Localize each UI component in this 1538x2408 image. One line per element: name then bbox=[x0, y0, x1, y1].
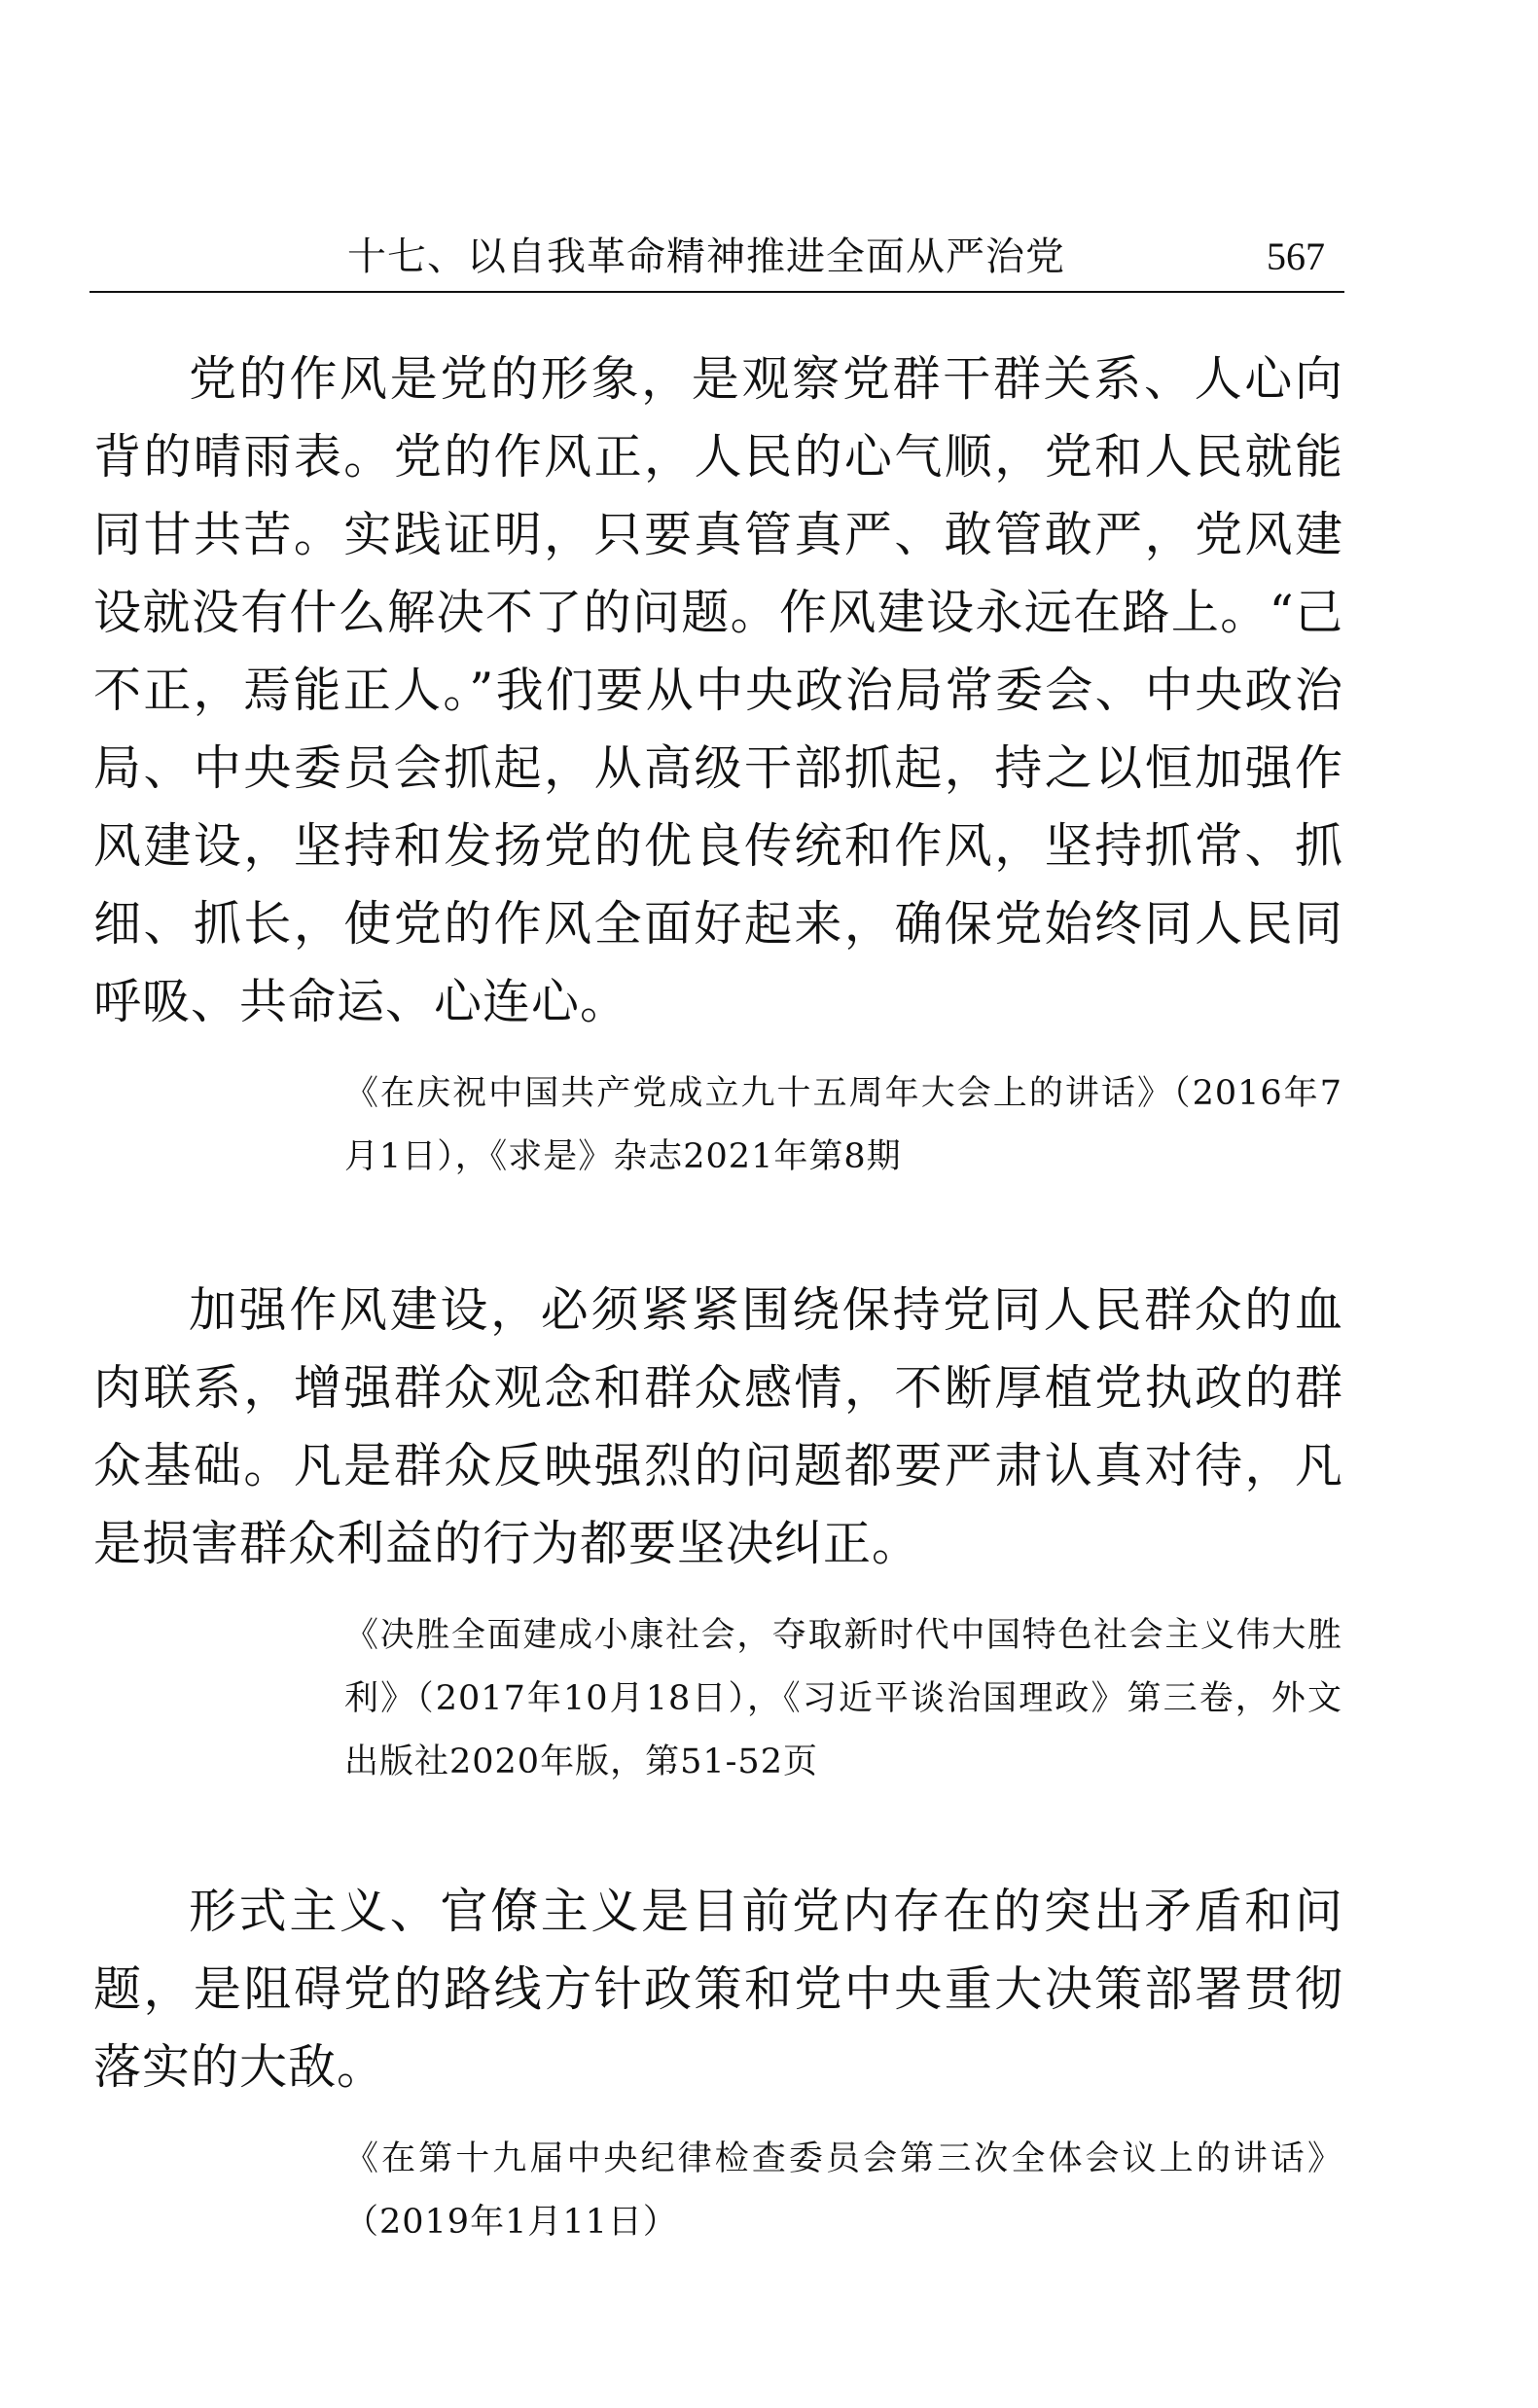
quote-source: 《决胜全面建成小康社会，夺取新时代中国特色社会主义伟大胜利》（2017年10月18日），《习近平谈治国理政》第三卷，外文出版社2020年版，第51-52页 bbox=[344, 1616, 1342, 1781]
quote-paragraph: 党的作风是党的形象，是观察党群干群关系、人心向背的晴雨表。党的作风正，人民的心气顺，党和人民就能同甘共苦。实践证明，只要真管真严、敢管敢严，党风建设就没有什么解决不了的问题。作风建设永远在路上。“己不正，焉能正人。”我们要从中央政治局常委会、中央政治局、中央委员会抓起，从高级干部抓起，持之以恒加强作风建设，坚持和发扬党的优良传统和作风，坚持抓常、抓细、抓长，使党的作风全面好起来，确保党始终同人民同呼吸、共命运、心连心。 bbox=[93, 351, 1343, 1029]
header-divider bbox=[89, 291, 1344, 293]
quote-paragraph: 加强作风建设，必须紧紧围绕保持党同人民群众的血肉联系，增强群众观念和群众感情，不断厚植党执政的群众基础。凡是群众反映强烈的问题都要严肃认真对待，凡是损害群众利益的行为都要坚决纠正。 bbox=[93, 1282, 1343, 1571]
page-number: 567 bbox=[1267, 234, 1325, 278]
quote-section-3 bbox=[93, 1873, 1343, 2254]
quote-section-2 bbox=[93, 1272, 1343, 1794]
running-header bbox=[89, 227, 1344, 295]
chapter-title: 十七、以自我革命精神推进全面从严治党 bbox=[347, 234, 1065, 279]
quote-source: 《在第十九届中央纪律检查委员会第三次全体会议上的讲话》（2019年1月11日） bbox=[344, 2139, 1342, 2242]
quote-source: 《在庆祝中国共产党成立九十五周年大会上的讲话》（2016年7月1日），《求是》杂志2021年第8期 bbox=[344, 1074, 1342, 1176]
quote-section-1 bbox=[93, 341, 1343, 1189]
quote-paragraph: 形式主义、官僚主义是目前党内存在的突出矛盾和问题，是阻碍党的路线方针政策和党中央重大决策部署贯彻落实的大敌。 bbox=[93, 1884, 1343, 2095]
